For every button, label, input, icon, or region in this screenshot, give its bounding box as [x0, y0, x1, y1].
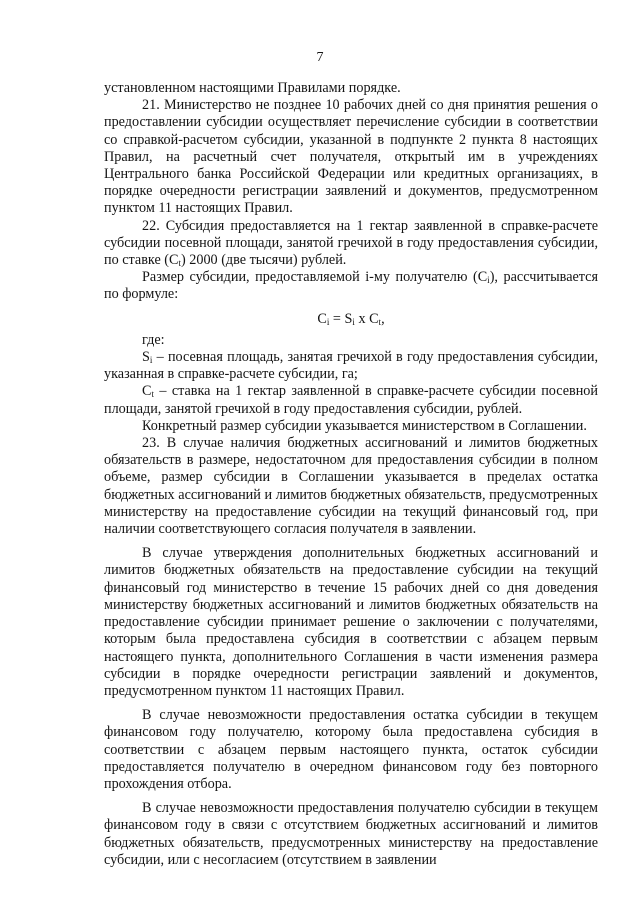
formula-subscript-i-2: i — [352, 316, 355, 327]
page-number: 7 — [316, 50, 324, 65]
formula-part-c: x С — [354, 310, 379, 327]
definition-s-subscript: i — [149, 355, 153, 366]
paragraph-22-size-text-b: ), рассчитывается по формуле: — [104, 269, 598, 303]
definition-s-text: – посевная площадь, занятая гречихой в году предоставления субсидии, указанная в справке-расчете субсидии, га; — [104, 349, 598, 383]
definition-c-symbol: С — [142, 383, 152, 400]
formula-part-b: = S — [329, 310, 353, 327]
paragraph-intro: установленном настоящими Правилами порядке. — [104, 80, 401, 96]
paragraph-21: 21. Министерство не позднее 10 рабочих дней со дня принятия решения о предоставлении субсидии осуществляет перечисление субсидии в соответствии со справкой-расчетом субсидии, указанной в подпункте 2 пункта 8 настоящих Правил, на расчетный счет получателя, открытый им в учреждениях Центрального банка Российской Федерации или кредитных организациях, в порядке очередности регистрации заявлений и документов, предусмотренном пунктом 11 настоящих Правил. — [104, 97, 598, 217]
definition-c — [104, 383, 598, 417]
paragraph-23-impossible: В случае невозможности предоставления остатка субсидии в текущем финансовом году получателю, которому была предоставлена субсидия в соответствии с абзацем первым настоящего пункта, остаток субсидии предоставляется получателю в очередном финансовом году без повторного прохождения отбора. — [104, 707, 598, 792]
paragraph-23: 23. В случае наличия бюджетных ассигнований и лимитов бюджетных обязательств в размере, недостаточном для предоставления субсидии в полном объеме, размер субсидии в Соглашении указывается в пределах остатка бюджетных ассигнований и лимитов бюджетных обязательств, предусмотренных министерству на предоставление субсидии на текущий финансовый год, при наличии соответствующего согласия получателя в заявлении. — [104, 435, 598, 538]
paragraph-23-last: В случае невозможности предоставления получателю субсидии в текущем финансовом году в связи с отсутствием бюджетных ассигнований и лимитов бюджетных обязательств, предусмотренных министерству на предоставление субсидии, или с несогласием (отсутствием в заявлении — [104, 800, 598, 868]
subscript-i: i — [487, 275, 490, 286]
formula-subscript-t: t — [378, 316, 382, 327]
paragraph-22-concrete: Конкретный размер субсидии указывается министерством в Соглашении. — [142, 417, 587, 434]
definition-c-text: – ставка на 1 гектар заявленной в справке-расчете субсидии посевной площади, занятой гречихой в году предоставления субсидии, рублей. — [104, 383, 598, 417]
formula-part-a: С — [317, 310, 327, 327]
subscript-t: t — [178, 258, 181, 269]
definition-s-symbol: S — [142, 349, 150, 366]
document-body — [104, 80, 598, 869]
formula-part-d: , — [381, 310, 385, 327]
definition-s — [104, 349, 598, 383]
definition-c-subscript: t — [151, 389, 154, 400]
formula — [104, 311, 598, 328]
paragraph-22 — [104, 218, 598, 270]
formula-subscript-i-1: i — [326, 316, 330, 327]
where-label: где: — [142, 331, 165, 348]
paragraph-22-size-text-a: Размер субсидии, предоставляемой i-му получателю (С — [142, 269, 488, 286]
paragraph-22-size — [104, 269, 598, 303]
paragraph-22-text-b: ) 2000 (две тысячи) рублей. — [181, 252, 347, 269]
paragraph-22-text-a: 22. Субсидия предоставляется на 1 гектар заявленной в справке-расчете субсидии посевной площади, занятой гречихой в году предоставления субсидии, по ставке (С — [104, 217, 598, 269]
paragraph-23-additional: В случае утверждения дополнительных бюджетных ассигнований и лимитов бюджетных обязательств на предоставление субсидии на текущий финансовый год министерство в течение 15 рабочих дней со дня доведения министерству бюджетных ассигнований и лимитов бюджетных обязательств на предоставление субсидии принимает решение о заключении с получателями, которым была предоставлена субсидия в соответствии с абзацем первым настоящего пункта, дополнительного Соглашения в части изменения размера субсидии в порядке очередности регистрации заявлений и документов, предусмотренном пунктом 11 настоящих Правил. — [104, 545, 598, 699]
